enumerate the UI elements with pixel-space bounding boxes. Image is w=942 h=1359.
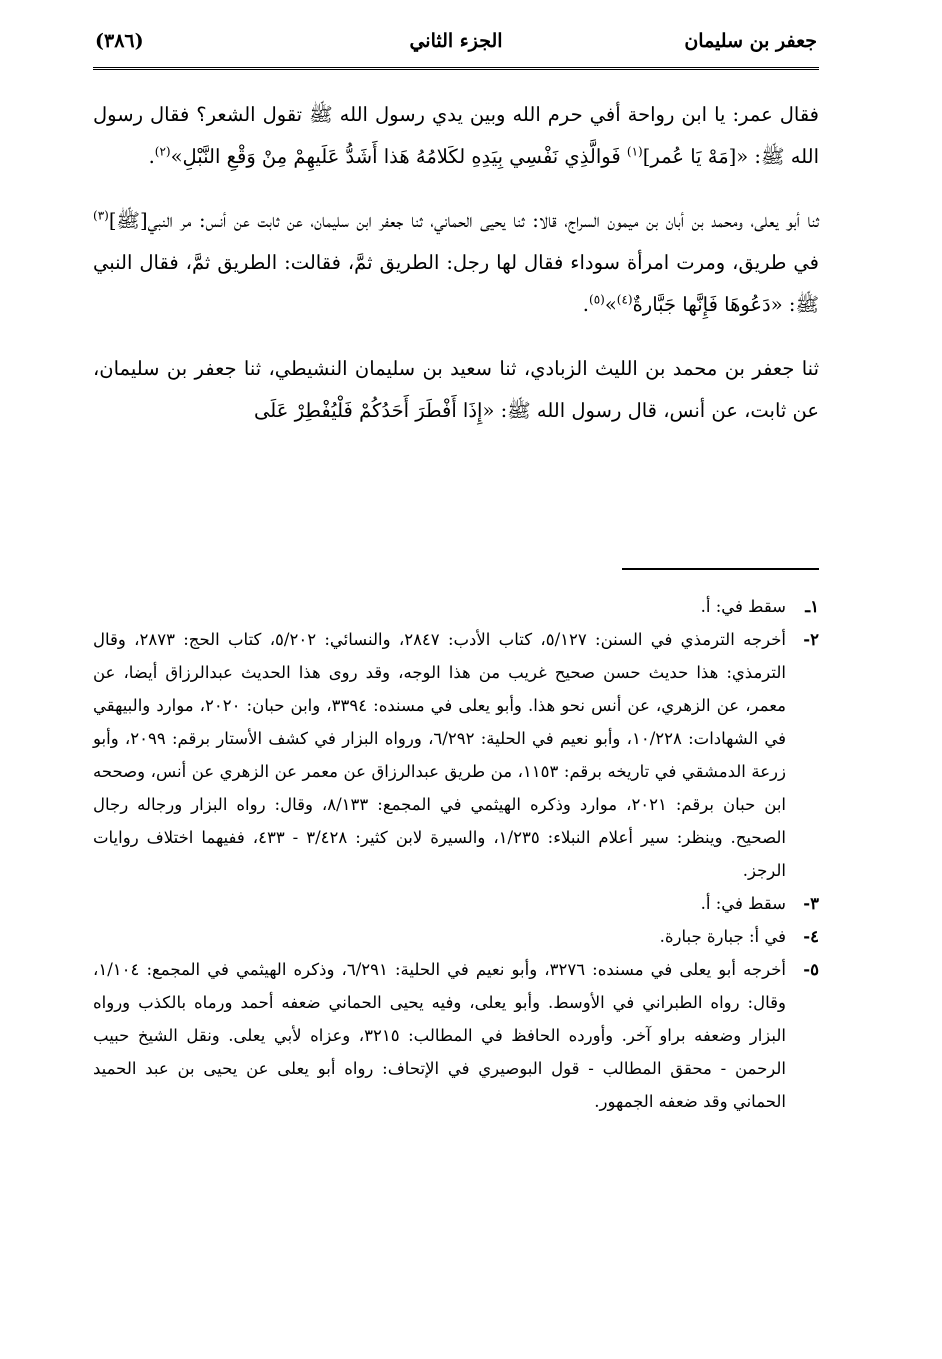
footnotes [93,590,819,1118]
footnote-text: أخرجه الترمذي في السنن: ٥/١٢٧، كتاب الأدب: ٢٨٤٧، والنسائي: ٥/٢٠٢، كتاب الحج: ٢٨٧٣، وقال الترمذي: هذا حديث حسن صحيح غريب من هذا الوجه، وقد روى هذا الحديث عبدالرزاق أيضا، عن معمر، عن الزهري، عن أنس نحو هذا. وأبو يعلى في مسنده: ٣٣٩٤، وابن حبان: ٢٠٢٠، موارد والبيهقي في الشهادات: ١٠/٢٢٨، وأبو نعيم في الحلية: ٦/٢٩٢، ورواه البزار في كشف الأستار برقم: ٢٠٩٩، وأبو زرعة الدمشقي في تاريخه برقم: ١١٥٣، من طريق عبدالرزاق عن معمر عن الزهري عن أنس، وصححه ابن حبان برقم: ٢٠٢١، موارد وذكره الهيثمي في المجمع: ٨/١٣٣، وقال: رواه البزار ورجاله رجال الصحيح. وينظر: سير أعلام النبلاء: ١/٢٣٥، والسيرة لابن كثير: ٣/٤٢٨ - ٤٣٣، ففيهما اختلاف روايات الرجز. [93,630,787,880]
footnote-ref-4: (٤) [616,292,633,307]
footnote-ref-3: (٣) [93,208,109,223]
footnote-text: في أ: جبارة جبارة. [659,927,786,946]
main-text [93,94,819,454]
paragraph-1: فقال عمر: يا ابن رواحة أفي حرم الله وبين يدي رسول الله ﷺ تقول الشعر؟ فقال رسول الله ﷺ: «[مَهْ يَا عُمر]$^{(١)}$ فَوالَّذِي نَفْسِي بِيَدِهِ لكَلامُهُ هَذا أَشَدُّ عَلَيهِمْ مِنْ وَقْعِ النَّبْلِ»$^{(٢)}$. [93,103,819,168]
footnote [93,920,819,953]
footnote-ref-2: (٢) [154,144,171,159]
header-rule [93,67,819,71]
footnote-number: ١ـ [805,597,819,616]
footnote-number: ٢- [803,630,819,649]
paragraph-3: ثنا جعفر بن محمد بن الليث الزبادي، ثنا سعيد بن سليمان النشيطي، ثنا جعفر بن سليمان، عن ثابت، عن أنس، قال رسول الله ﷺ: «إِذَا أَفْطَرَ أَحَدُكُمْ فَلْيُفْطِرْ عَلَى [93,357,819,422]
footnote [93,887,819,920]
footnote-ref-5: (٥) [589,292,605,307]
footnote-number: ٤- [803,927,819,946]
footnote-text: سقط في: أ. [700,597,786,616]
footnote-text: أخرجه أبو يعلى في مسنده: ٣٢٧٦، وأبو نعيم في الحلية: ٦/٢٩١، وذكره الهيثمي في المجمع: ١/١٠٤، وقال: رواه الطبراني في الأوسط. وأبو يعلى، وفيه يحيى الحماني ضعفه أحمد ورماه بالكذب ورواه البزار وضعفه براو آخر. وأورده الحافظ في المطالب: ٣٢١٥، وعزاه لأبي يعلى. ونقل الشيخ حبيب الرحمن - محقق المطالب - قول البوصيري في الإتحاف: رواه أبو يعلى عن يحيى بن عبد الحميد الحماني وقد ضعفه الجمهور. [93,960,787,1111]
chapter-narrator: جعفر بن سليمان [684,30,817,52]
paragraph-2: ثنا أبو يعلى، ومحمد بن أبان بن ميمون السراج، قالا: ثنا يحيى الحماني، ثنا جعفر ابن سليمان، عن ثابت عن أنس: مر النبي[ﷺ]$^{(٣)}$ في طريق، ومرت امرأة سوداء فقال لها رجل: الطريق ثمَّ، فقالت: الطريق ثمَّ، فقال النبي ﷺ: «دَعُوهَا فَإِنَّها جَبَّارةٌ$^{(٤)}$»$^{(٥)}$. [93,208,819,316]
part-title: الجزء الثاني [409,30,503,52]
page-number: (٣٨٦) [95,30,144,52]
footnote-number: ٥- [803,960,819,979]
footnote-text: سقط في: أ. [700,894,786,913]
footnote-number: ٣- [803,894,819,913]
footnote-separator [622,568,819,570]
footnote [93,953,819,1118]
running-header [95,30,817,64]
footnote [93,623,819,887]
footnote [93,590,819,623]
footnote-ref-1: (١) [626,144,643,159]
